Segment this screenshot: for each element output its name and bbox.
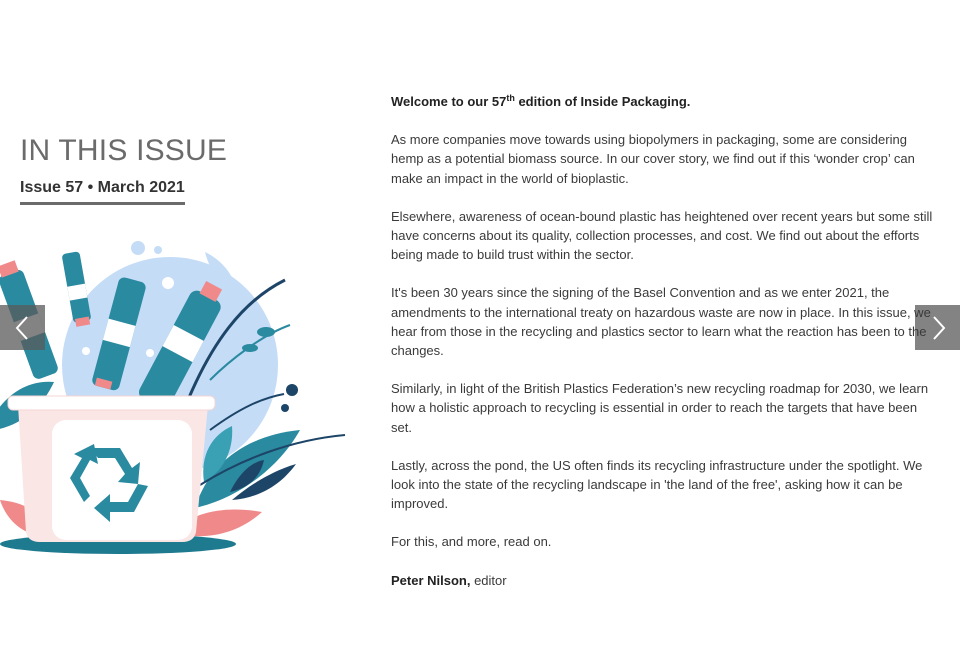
welcome-suffix: edition of Inside Packaging. bbox=[514, 94, 691, 109]
prev-page-button[interactable] bbox=[0, 305, 45, 350]
signature bbox=[391, 571, 936, 590]
welcome-prefix: Welcome to our 57 bbox=[391, 94, 507, 109]
welcome-line bbox=[391, 92, 936, 111]
signature-role: editor bbox=[470, 572, 507, 588]
left-panel bbox=[0, 0, 380, 655]
editor-letter bbox=[391, 92, 936, 609]
signature-name: Peter Nilson, bbox=[391, 572, 471, 588]
section-title: IN THIS ISSUE bbox=[20, 134, 228, 167]
welcome-ordinal-suffix: th bbox=[506, 93, 515, 103]
paragraph-bpf-roadmap: Similarly, in light of the British Plastics Federation’s new recycling roadmap for 2030, we learn how a holistic approach to recycling is essential in order to reach the targets that have been set. bbox=[391, 381, 929, 435]
paragraph-basel-convention: It's been 30 years since the signing of the Basel Convention and as we enter 2021, the amendments to the international treaty on hazardous waste are now in place. In this issue, we hear from those in the recycling and plastics sector to learn what the reaction has been to the changes. bbox=[391, 285, 931, 359]
paragraph-read-on: For this, and more, read on. bbox=[391, 534, 552, 550]
paragraph-hemp: As more companies move towards using biopolymers in packaging, some are considering hemp as a potential biomass source. In our cover story, we find out if this ‘wonder crop’ can make an impact in the world of bioplastic. bbox=[391, 132, 915, 186]
paragraph-ocean-plastic: Elsewhere, awareness of ocean-bound plastic has heightened over recent years but some still have concerns about its quality, collection processes, and cost. We find out about the efforts being made to build trust within the sector. bbox=[391, 208, 933, 263]
chevron-left-icon bbox=[13, 315, 33, 341]
issue-label: Issue 57 • March 2021 bbox=[20, 179, 185, 205]
paragraph-us-recycling: Lastly, across the pond, the US often finds its recycling infrastructure under the spotlight. We look into the state of the recycling landscape in 'the land of the free', asking how it can be improved. bbox=[391, 457, 923, 512]
recycling-bin-with-bottles-icon bbox=[0, 230, 360, 560]
